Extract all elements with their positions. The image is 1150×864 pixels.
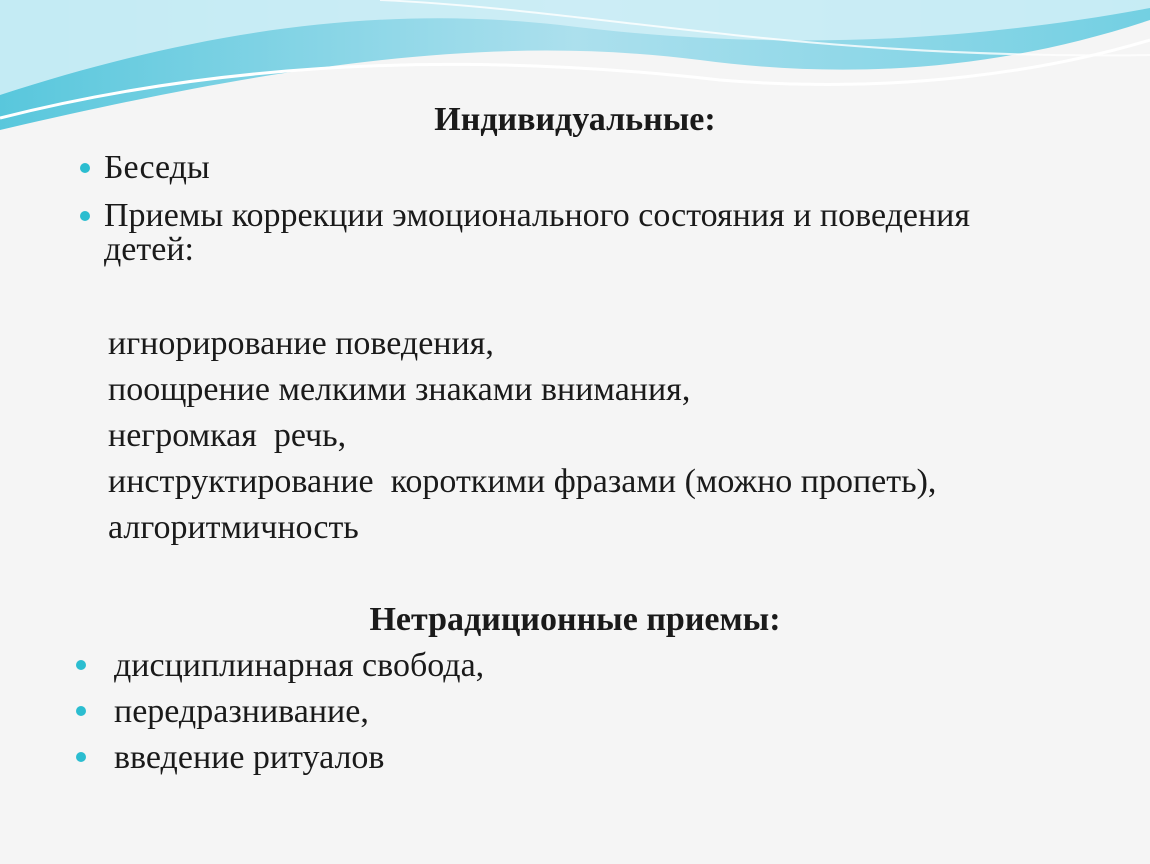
list-item-text: введение ритуалов <box>114 739 385 776</box>
technique-line: алгоритмичность <box>108 509 359 546</box>
list-item-text: Приемы коррекции эмоционального состояния и поведения <box>104 197 971 234</box>
list-item-text: дисциплинарная свобода, <box>114 647 485 684</box>
list-item-text: передразнивание, <box>114 693 369 730</box>
heading-nontraditional: Нетрадиционные приемы: <box>369 601 781 638</box>
heading-individual: Индивидуальные: <box>434 101 716 138</box>
technique-line: поощрение мелкими знаками внимания, <box>108 371 691 408</box>
bullet-icon <box>80 163 90 173</box>
bullet-icon <box>76 752 86 762</box>
list-item-text: детей: <box>104 231 194 268</box>
technique-line: инструктирование короткими фразами (можно пропеть), <box>108 463 937 500</box>
technique-line: игнорирование поведения, <box>108 325 494 362</box>
bullet-icon <box>76 706 86 716</box>
list-item-text: Беседы <box>104 149 210 186</box>
bullet-icon <box>76 660 86 670</box>
bullet-icon <box>80 211 90 221</box>
technique-line: негромкая речь, <box>108 417 347 454</box>
